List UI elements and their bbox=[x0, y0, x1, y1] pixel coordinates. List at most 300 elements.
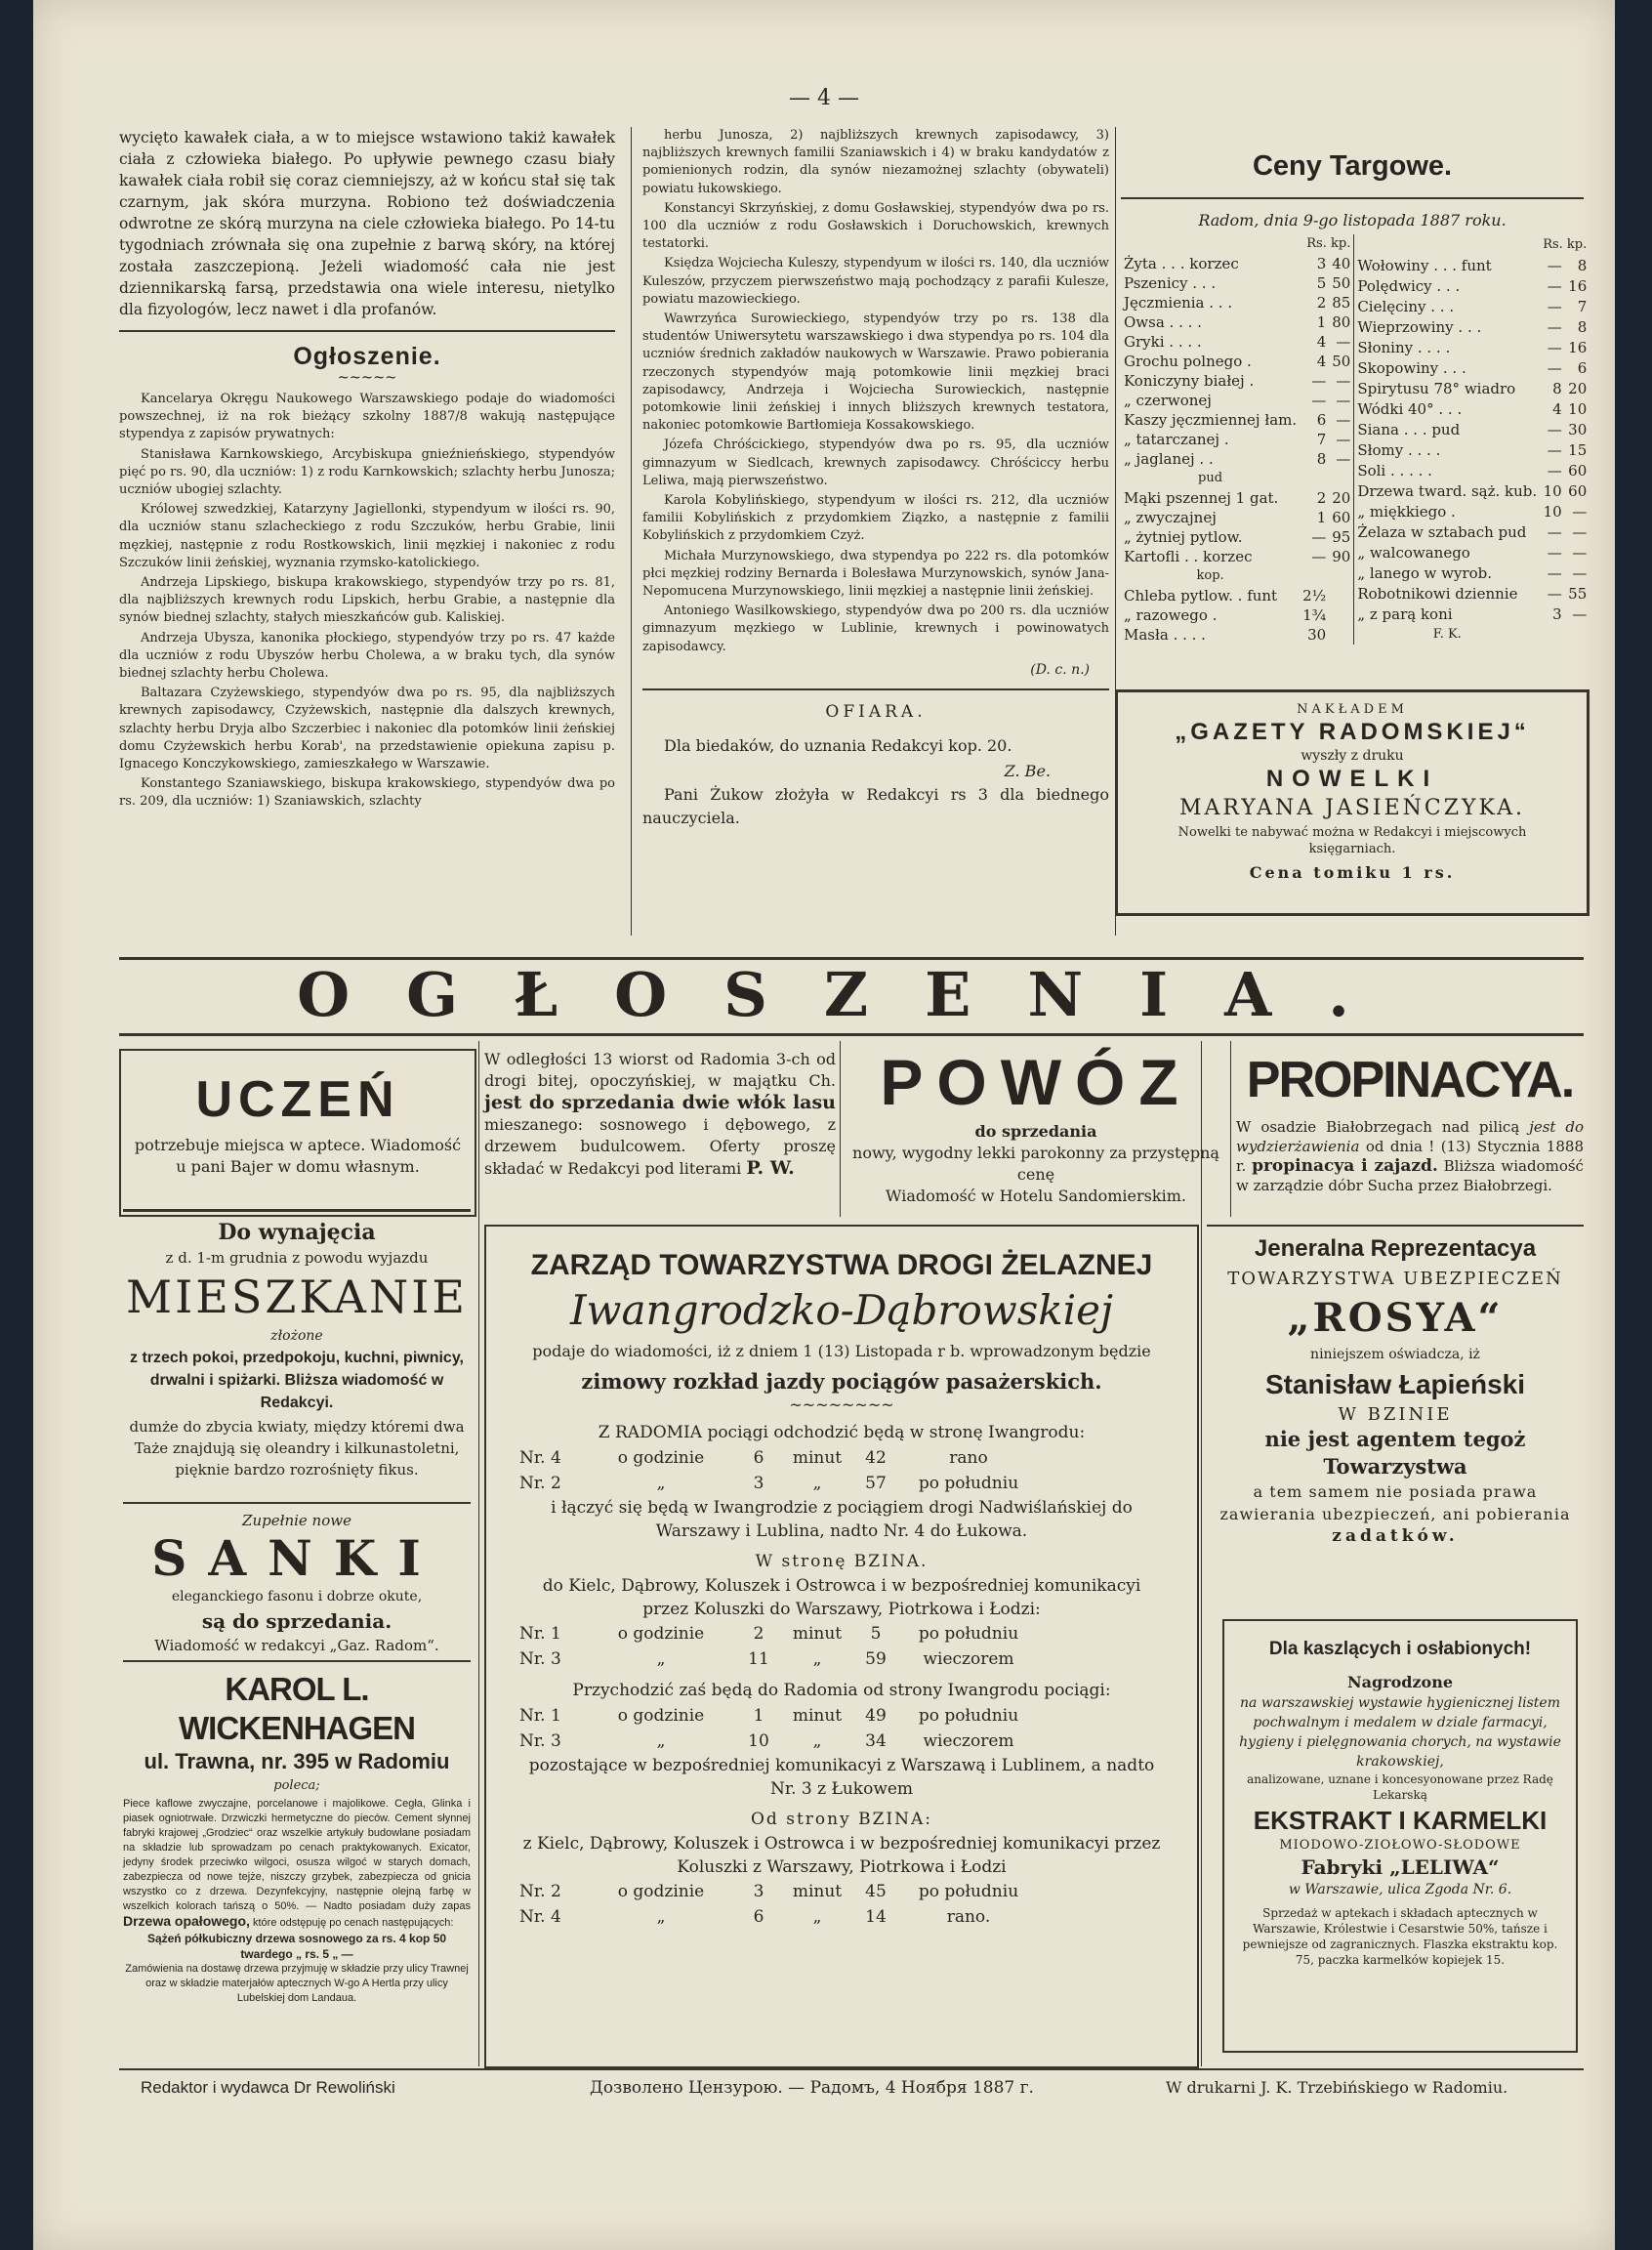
price-item: Jęczmienia . . . bbox=[1124, 294, 1233, 312]
price-item: Żelaza w sztabach pud bbox=[1357, 522, 1527, 541]
schedule-cell: minut bbox=[792, 1706, 843, 1726]
wickenhagen-ad bbox=[123, 1660, 471, 2006]
market-prices bbox=[1121, 146, 1588, 645]
price-value: 50 bbox=[1332, 274, 1351, 292]
price-value: 30 bbox=[1307, 626, 1327, 644]
price-row bbox=[1121, 449, 1354, 469]
price-item: Chleba pytlow. . funt bbox=[1124, 587, 1278, 604]
railway-ad: ZARZĄD TOWARZYSTWA DROGI ŻELAZNEJ Iwangrodzko-Dąbrowskiej podaje do wiadomości, iż z dniem 1 (13) Listopada r b. wprowadzonym będzie zimowy rozkład jazdy pociągów pasażerskich. ~~~~~~~~ Z RADOMIA pociągi odchodzić będą w stronę Iwangrodu: Nr. 4 o godzinie 6 minut 42 rano Nr. 2 „ 3 „ 57 po południu i łączyć się będą w Iwangrodzie z pociągiem drogi Nadwiślańskiej do Warszawy i Lublina, nadto Nr. 4 do Łukowa. W stronę BZINA. do Kielc, Dąbrowy, Koluszek i Ostrowca i w bezpośredniej komunikacyi przez Koluszki do Warszawy, Piotrkowa i Łodzi: Nr. 1 o godzinie 2 minut 5 po południu Nr. 3 „ 11 „ 59 wieczorem Przychodzić zaś będą do Radomia od strony Iwangrodu pociągi: Nr. 1 o godzinie 1 minut 49 po południu Nr. 3 „ 10 „ 34 wieczorem pozostające w bezpośredniej komunikacyi z Warszawą i Lublinem, a nadto Nr. 3 z Łukowem Od strony BZINA: z Kielc, Dąbrowy, Koluszek i Ostrowca i w bezpośredniej komunikacyi przez Koluszki z Warszawy, Piotrkowa i Łodzi Nr. 2 o godzinie 3 minut 45 po południu Nr. 4 „ 6 „ 14 rano. bbox=[484, 1225, 1199, 2068]
rail-t1: ZARZĄD TOWARZYSTWA DROGI ŻELAZNEJ bbox=[530, 1249, 1153, 1281]
price-value: — bbox=[1572, 563, 1588, 582]
schedule-cell: po południu bbox=[918, 1474, 1019, 1493]
price-row bbox=[1121, 312, 1354, 332]
paragraph: Księdza Wojciecha Kuleszy, stypendyum w ilości rs. 140, dla uczniów Kuleszów, przyczem pierwszeństwo mają pochodzący z parafii Kulesze, powiatu mazowieckiego. bbox=[642, 256, 1109, 307]
paragraph: Baltazara Czyżewskiego, stypendyów dwa po rs. 95, dla najbliższych krewnych zapisodawcy, Czyżewskich, następnie dla dalszych krewnych, szlachty herbu Dryja albo Szczerbiec i nakoniec dla potomków linii żeńskiej domu Czyżewskich herbu Korab', na przedstawienie opiekuna zapisu p. Ignacego Konczykowskiego, zamieszkałego w Warszawie. bbox=[119, 686, 615, 772]
rosya-t5: Stanisław Łapieński bbox=[1264, 1369, 1526, 1399]
naklad-box bbox=[1115, 689, 1590, 916]
schedule-cell: 42 bbox=[865, 1448, 887, 1468]
schedule-cell: 14 bbox=[865, 1907, 887, 1927]
paragraph: Andrzeja Lipskiego, biskupa krakowskiego, stypendyów trzy po rs. 81, dla najbliższych krewnych rodu Lipskich, herbu Grabie, a następnie dla synów biednej szlachty, stałych mieszkańców gub. Kaliskiej. bbox=[119, 575, 615, 626]
price-item: „ z parą koni bbox=[1357, 604, 1453, 623]
footer-rule bbox=[119, 2068, 1584, 2070]
schedule-cell: „ bbox=[812, 1731, 822, 1751]
price-value: 2 bbox=[1316, 294, 1327, 312]
schedule-cell: 34 bbox=[865, 1731, 887, 1751]
schedule-cell: 3 bbox=[753, 1882, 764, 1901]
schedule-cell: Nr. 1 bbox=[519, 1624, 561, 1644]
newspaper-page bbox=[33, 0, 1615, 2250]
price-value: — bbox=[1572, 502, 1588, 521]
continuation-signature: (D. c. n.) bbox=[1030, 661, 1090, 678]
prop-text4: propinacya i zajazd. bbox=[1252, 1156, 1438, 1176]
schedule-cell: 1 bbox=[753, 1706, 764, 1726]
schedule-cell: minut bbox=[792, 1448, 843, 1468]
price-row bbox=[1121, 547, 1354, 566]
ad-column-rule bbox=[1230, 1041, 1231, 1217]
price-value: 10 bbox=[1543, 481, 1562, 500]
price-value: 2 bbox=[1316, 489, 1327, 507]
schedule-cell: po południu bbox=[918, 1706, 1019, 1726]
price-value: 2½ bbox=[1302, 587, 1327, 604]
price-row bbox=[1354, 521, 1590, 542]
price-row bbox=[1121, 625, 1354, 645]
price-item: Siana . . . pud bbox=[1357, 420, 1461, 438]
wick-t3: poleca; bbox=[273, 1778, 320, 1793]
apt-t6: dumże do zbycia kwiaty, między któremi dwa Taże znajdują się oleandry i kilkunastoletni, pięknie bardzo rozrośnięty fikus. bbox=[129, 1418, 465, 1479]
forest-text-2: jest do sprzedania dwie włók lasu bbox=[484, 1092, 836, 1113]
price-value: 3 bbox=[1552, 604, 1562, 623]
schedule-cell: Nr. 4 bbox=[519, 1907, 561, 1927]
price-item: Słomy . . . . bbox=[1357, 440, 1441, 459]
schedule-cell: wieczorem bbox=[923, 1731, 1014, 1751]
paragraph: Konstantego Szaniawskiego, biskupa krakowskiego, stypendyów dwa po rs. 209, dla uczniów: 1) Szaniawskich, szlachty bbox=[119, 776, 615, 810]
price-value: 55 bbox=[1568, 584, 1588, 603]
price-row bbox=[1354, 562, 1590, 583]
prop-text2: jest do wydzierżawienia bbox=[1236, 1118, 1585, 1155]
rosya-t6: W BZINIE bbox=[1338, 1404, 1453, 1425]
price-item: „ jaglanej . . bbox=[1124, 450, 1214, 468]
price-row bbox=[1121, 566, 1354, 586]
column-1 bbox=[119, 127, 615, 813]
price-value: 8 bbox=[1552, 379, 1562, 397]
divider bbox=[1121, 197, 1584, 199]
price-row bbox=[1354, 604, 1590, 624]
price-value bbox=[1329, 566, 1354, 586]
price-row bbox=[1354, 296, 1590, 316]
price-value: 60 bbox=[1568, 481, 1588, 500]
rosya-t4: niniejszem oświadcza, iż bbox=[1310, 1347, 1480, 1362]
schedule-cell: minut bbox=[792, 1624, 843, 1644]
ofiara-signature: Z. Be. bbox=[1004, 761, 1051, 780]
article-continuation: wycięto kawałek ciała, a w to miejsce wstawiono takiż kawałek ciała z człowieka białego. Po upływie pewnego czasu biały kawałek ciała robił się coraz ciemniejszy, aż w końcu stał się tak czarnym, jak skóra murzyna. Robiono też doświadczenia odwrotne ze skórą murzyna na ciele człowieka białego. Po 14-tu tygodniach zrównała się ona zupełnie z barwą skóry, na której została zaszczepioną. Jeżeli wiadomość cała nie jest dziennikarską farsą, przedstawia ona wiele interesu, nietylko dla fizyologów, lecz nawet i dla profanów. bbox=[119, 129, 615, 318]
paragraph: Józefa Chróścickiego, stypendyów dwa po rs. 95, dla uczniów gimnazyum w Siedlcach, krewnych zapisodawcy. Chróściccy herbu Leliwa, mają pierwszeństwo. bbox=[642, 438, 1109, 488]
price-row bbox=[1121, 488, 1354, 508]
schedule-cell: Nr. 2 bbox=[519, 1882, 561, 1901]
sanki-t1: Zupełnie nowe bbox=[242, 1512, 351, 1529]
wick-t7: Sążeń półkubiczny drzewa sosnowego za rs. 4 kop 50 bbox=[146, 1932, 447, 1945]
schedule-cell: Nr. 3 bbox=[519, 1731, 561, 1751]
divider bbox=[119, 330, 615, 332]
paragraph: Antoniego Wasilkowskiego, stypendyów dwa po 200 rs. dla uczniów gimnazyum męzkiego w Lublinie, krewnych i powinowatych zapisodawcy. bbox=[642, 604, 1109, 654]
rosya-t2: TOWARZYSTWA UBEZPIECZEŃ bbox=[1227, 1269, 1563, 1289]
schedule-cell: Nr. 2 bbox=[519, 1474, 561, 1493]
schedule-cell: „ bbox=[812, 1907, 822, 1927]
price-row bbox=[1121, 371, 1354, 391]
forest-letters: P. W. bbox=[746, 1157, 795, 1179]
ad-column-rule bbox=[478, 1041, 479, 2066]
price-row bbox=[1121, 430, 1354, 449]
price-value: 1 bbox=[1316, 509, 1327, 526]
footer-printer: W drukarni J. K. Trzebińskiego w Radomiu. bbox=[1166, 2078, 1508, 2097]
price-item: Żyta . . . korzec bbox=[1124, 255, 1239, 272]
schedule-cell: „ bbox=[656, 1907, 666, 1927]
price-value: 7 bbox=[1577, 297, 1588, 315]
schedule-cell: o godzinie bbox=[617, 1448, 705, 1468]
price-row bbox=[1354, 542, 1590, 562]
price-item: kop. bbox=[1196, 568, 1224, 583]
price-item: „ walcowanego bbox=[1357, 543, 1470, 562]
schedule-cell: Nr. 1 bbox=[519, 1706, 561, 1726]
naklad-line7: Cena tomiku 1 rs. bbox=[1249, 863, 1456, 882]
price-row bbox=[1354, 398, 1590, 419]
rail-t3: podaje do wiadomości, iż z dniem 1 (13) Listopada r b. wprowadzonym będzie bbox=[532, 1342, 1151, 1360]
paragraph: Konstancyi Skrzyńskiej, z domu Gosławskiej, stypendyów dwa po rs. 100 dla uczniów z rodu Gosławskich i Doruchowskich, krewnych testatorki. bbox=[642, 200, 1109, 252]
price-value: 85 bbox=[1332, 294, 1351, 312]
unit-header: Rs. kp. bbox=[1306, 236, 1351, 251]
price-item: Drzewa tward. sąż. kub. bbox=[1357, 481, 1538, 500]
price-value: 90 bbox=[1332, 548, 1351, 565]
price-value: 40 bbox=[1332, 255, 1351, 272]
uczen-text: potrzebuje miejsca w aptece. Wiadomość u pani Bajer w domu własnym. bbox=[134, 1136, 462, 1176]
price-item: „ lanego w wyrob. bbox=[1357, 563, 1493, 582]
price-value: 8 bbox=[1316, 450, 1327, 468]
schedule-row bbox=[519, 1621, 1164, 1646]
price-value bbox=[1329, 469, 1354, 488]
uczen-ad bbox=[119, 1049, 476, 1217]
ofiara-donation-1: Dla biedaków, do uznania Redakcyi kop. 20. bbox=[664, 735, 1012, 755]
footer-censor: Дозволено Цензурою. — Радомъ, 4 Ноября 1887 г. bbox=[590, 2078, 1034, 2098]
paragraph: Królowej szwedzkiej, Katarzyny Jagiellonki, stypendyum w ilości rs. 90, dla uczniów stanu szlacheckiego z rodu Szczuków, herbu Grabie, linii męzkiej, następnie z rodu Rostkowskich, linii męzkiej i nakoniec z rodu Szczuków linii żeńskiej, wyznania rzymsko-katolickiego. bbox=[119, 502, 615, 570]
prop-text3: od dnia ! (13) Stycznia 1888 r. bbox=[1236, 1138, 1584, 1175]
ad-column-rule bbox=[840, 1041, 841, 1217]
paragraph: Michała Murzynowskiego, dwa stypendya po 222 rs. dla potomków płci męzkiej rodziny Bernarda i Bolesława Murzynowskich, synów Jana-Nepomucena Murzynowskiego, linii męzkiej a następnie linii żeńskiej. bbox=[642, 548, 1109, 600]
price-value: 6 bbox=[1316, 411, 1327, 429]
apt-t5: z trzech pokoi, przedpokoju, kuchni, piwnicy, drwalni i spiżarki. Bliższa wiadomość w Redakcyi. bbox=[130, 1350, 464, 1411]
schedule-cell: wieczorem bbox=[923, 1649, 1014, 1669]
forest-sale-ad bbox=[484, 1049, 836, 1180]
footer-editor: Redaktor i wydawca Dr Rewoliński bbox=[141, 2078, 395, 2097]
price-row bbox=[1121, 254, 1354, 273]
paragraph: herbu Junosza, 2) najbliższych krewnych zapisodawcy, 3) najbliższych krewnych familii Szaniawskich i 4) w braku kandydatów z pomienionych rodzin, dla synów niezamożnej szlachty (obywateli) powiatu łukowskiego. bbox=[642, 128, 1109, 196]
price-row bbox=[1121, 605, 1354, 625]
price-row bbox=[1354, 419, 1590, 439]
price-item: Robotnikowi dziennie bbox=[1357, 584, 1518, 603]
price-row bbox=[1354, 439, 1590, 460]
price-item: Koniczyny białej . bbox=[1124, 372, 1255, 390]
ofiara-heading: OFIARA. bbox=[825, 701, 927, 722]
naklad-line2: „GAZETY RADOMSKIEJ“ bbox=[1175, 719, 1530, 745]
schedule-cell: „ bbox=[812, 1474, 822, 1493]
price-value bbox=[1565, 624, 1590, 645]
price-value: 95 bbox=[1332, 528, 1351, 546]
price-value: 8 bbox=[1577, 317, 1588, 336]
price-value bbox=[1329, 586, 1354, 605]
price-value: — bbox=[1336, 450, 1351, 468]
price-item: Mąki pszennej 1 gat. bbox=[1124, 489, 1279, 507]
schedule-row bbox=[519, 1445, 1164, 1471]
propinacya-ad bbox=[1236, 1043, 1584, 1195]
naklad-line5: MARYANA JASIEŃCZYKA. bbox=[1179, 796, 1525, 820]
price-value: 4 bbox=[1552, 399, 1562, 418]
price-value bbox=[1329, 605, 1354, 625]
price-value: — bbox=[1311, 392, 1327, 409]
price-item: Pszenicy . . . bbox=[1124, 274, 1217, 292]
powoz-title: POWÓZ bbox=[880, 1046, 1192, 1118]
leliwa-t5: EKSTRAKT I KARMELKI bbox=[1253, 1806, 1548, 1835]
apt-t3: MIESZKANIE bbox=[125, 1271, 469, 1323]
schedule-cell: 45 bbox=[865, 1882, 887, 1901]
forest-text-1: W odległości 13 wiorst od Radomia 3-ch od drogi bitej, opoczyńskiej, w majątku Ch. bbox=[484, 1050, 836, 1090]
sched-s1: Z RADOMIA pociągi odchodzić będą w stronę Iwangrodu: bbox=[598, 1423, 1086, 1442]
schedule-cell: 49 bbox=[865, 1706, 887, 1726]
price-value: — bbox=[1336, 392, 1351, 409]
sched-s8: z Kielc, Dąbrowy, Koluszek i Ostrowca i w bezpośredniej komunikacyi przez Koluszki z Warszawy, Piotrkowa i Łodzi bbox=[522, 1834, 1161, 1877]
price-row bbox=[1121, 469, 1354, 488]
leliwa-t2: Nagrodzone bbox=[1346, 1673, 1454, 1691]
price-row bbox=[1354, 480, 1590, 501]
paragraph: Andrzeja Ubysza, kanonika płockiego, stypendyów trzy po rs. 47 każde dla uczniów z rodu Ubyszów herbu Cholewa, a w braku tych, dla synów biednej szlachty herbu Cholewa. bbox=[119, 630, 615, 682]
price-row bbox=[1354, 275, 1590, 296]
price-value: 4 bbox=[1316, 333, 1327, 351]
rail-t4: zimowy rozkład jazdy pociągów pasażerskich. bbox=[581, 1369, 1102, 1394]
price-item: Spirytusu 78° wiadro bbox=[1357, 379, 1516, 397]
price-value: 5 bbox=[1316, 274, 1327, 292]
schedule-cell: Nr. 4 bbox=[519, 1448, 561, 1468]
sched-s5: Przychodzić zaś będą do Radomia od strony Iwangrodu pociągi: bbox=[572, 1681, 1111, 1700]
leliwa-t9: Sprzedaż w aptekach i składach aptecznych w Warszawie, Królestwie i Cesarstwie 50%, tańsze i pewniejsze od zagranicznych. Flaszka ekstraktu kop. 75, paczka karmelków kopiejek 15. bbox=[1242, 1906, 1558, 1967]
price-item: Masła . . . . bbox=[1124, 626, 1206, 644]
price-value: — bbox=[1547, 276, 1562, 295]
price-value: 16 bbox=[1568, 276, 1588, 295]
schedule-cell: po południu bbox=[918, 1882, 1019, 1901]
price-value: — bbox=[1547, 297, 1562, 315]
price-item: Cielęciny . . . bbox=[1357, 297, 1455, 315]
price-value: — bbox=[1547, 563, 1562, 582]
schedule-cell: 11 bbox=[748, 1649, 769, 1669]
powoz-where: Wiadomość w Hotelu Sandomierskim. bbox=[886, 1187, 1186, 1205]
ornament-divider: ~~~~~ bbox=[337, 370, 397, 386]
schedule-cell: minut bbox=[792, 1882, 843, 1901]
naklad-line4: NOWELKI bbox=[1265, 766, 1439, 792]
price-item: F. K. bbox=[1432, 626, 1462, 642]
price-item: Wieprzowiny . . . bbox=[1357, 317, 1482, 336]
price-item: Grochu polnego . bbox=[1124, 353, 1252, 370]
price-value: 20 bbox=[1332, 489, 1351, 507]
schedule-cell: 10 bbox=[748, 1731, 769, 1751]
price-value: 7 bbox=[1316, 431, 1327, 448]
price-value bbox=[1540, 624, 1565, 645]
rail-t2: Iwangrodzko-Dąbrowskiej bbox=[569, 1286, 1114, 1334]
naklad-line3: wyszły z druku bbox=[1301, 748, 1404, 764]
price-value: 15 bbox=[1568, 440, 1588, 459]
price-item: Słoniny . . . . bbox=[1357, 338, 1451, 356]
schedule-row bbox=[519, 1646, 1164, 1672]
schedule-cell: „ bbox=[656, 1474, 666, 1493]
price-value bbox=[1329, 625, 1354, 645]
paragraph: Stanisława Karnkowskiego, Arcybiskupa gnieźnieńskiego, stypendyów pięć po rs. 90, dla uczniów: 1) z rodu Karnkowskich; szlachty herbu Junosza; uczniów ubogiej szlachty. bbox=[119, 446, 615, 498]
propinacya-title: PROPINACYA. bbox=[1246, 1052, 1574, 1108]
schedule-cell: o godzinie bbox=[617, 1882, 705, 1901]
paragraph: Wawrzyńca Surowieckiego, stypendyów trzy po rs. 138 dla studentów Uniwersytetu warszawskiego i dwa stypendya po rs. 104 dla uczniów średnich zakładów naukowych w Warszawie. Prawo pobierania rzeczonych stypendyów mają potomkowie linii męzkiej braci zapisodawcy, Andrzeja i Wojciecha Surowieckich, następnie potomkowie linii żeńskiej i innych bliższych krewnych testatora, nakoniec potomkowie Bartłomieja Kossakowskiego. bbox=[642, 312, 1109, 434]
schedule-cell: po południu bbox=[918, 1624, 1019, 1644]
price-row bbox=[1121, 410, 1354, 430]
schedule-cell: 5 bbox=[870, 1624, 882, 1644]
schedule-cell: „ bbox=[656, 1731, 666, 1751]
price-value: 80 bbox=[1332, 313, 1351, 331]
price-value: — bbox=[1311, 548, 1327, 565]
rosya-t1: Jeneralna Reprezentacya bbox=[1254, 1235, 1537, 1262]
ogloszenia-banner: OGŁOSZENIA. bbox=[297, 959, 1406, 1030]
price-table-left bbox=[1121, 234, 1354, 645]
price-item: „ zwyczajnej bbox=[1124, 509, 1217, 526]
price-value: 1 bbox=[1316, 313, 1327, 331]
schedule-row bbox=[519, 1703, 1164, 1729]
carriage-ad bbox=[846, 1043, 1226, 1207]
price-item: „ żytniej pytlow. bbox=[1124, 528, 1243, 546]
price-value: — bbox=[1547, 317, 1562, 336]
rosya-t8: a tem samem nie posiada prawa zawierania ubezpieczeń, ani pobierania bbox=[1219, 1482, 1571, 1523]
price-value: 20 bbox=[1568, 379, 1588, 397]
price-value: — bbox=[1336, 411, 1351, 429]
leliwa-t4: analizowane, uznane i koncesyonowane przez Radę Lekarską bbox=[1247, 1772, 1553, 1802]
leliwa-ad bbox=[1222, 1619, 1578, 2053]
rosya-t3: „ROSYA“ bbox=[1287, 1295, 1504, 1341]
leliwa-t3: na warszawskiej wystawie hygienicznej listem pochwalnym i medalem w dziale farmacyi, hygieny i pielęgnowania chorych, na wystawie krakowskiej, bbox=[1239, 1695, 1561, 1770]
powoz-text: nowy, wygodny lekki parokonny za przystępną cenę bbox=[852, 1144, 1219, 1184]
naklad-line6: Nowelki te nabywać można w Redakcyi i miejscowych księgarniach. bbox=[1177, 825, 1527, 856]
price-row bbox=[1121, 391, 1354, 410]
price-value: — bbox=[1572, 604, 1588, 623]
schedule-cell: 2 bbox=[753, 1624, 764, 1644]
schedule-cell: o godzinie bbox=[617, 1624, 705, 1644]
price-value: 60 bbox=[1568, 461, 1588, 479]
schedule-row bbox=[519, 1471, 1164, 1496]
schedule-cell: rano. bbox=[946, 1907, 991, 1927]
unit-header: Rs. kp. bbox=[1543, 236, 1588, 252]
apartment-ad bbox=[123, 1209, 471, 1480]
prices-dateline: Radom, dnia 9-go listopada 1887 roku. bbox=[1198, 211, 1507, 229]
forest-text-3: mieszanego: sosnowego i dębowego, z drzewem budulcowem. Oferty proszę składać w Redakcyi pod literami bbox=[484, 1115, 836, 1178]
leliwa-t6: MIODOWO-ZIOŁOWO-SŁODOWE bbox=[1279, 1838, 1521, 1853]
rosya-ad bbox=[1207, 1225, 1584, 1547]
leliwa-t1: Dla kaszlących i osłabionych! bbox=[1268, 1639, 1532, 1659]
apt-t2: z d. 1-m grudnia z powodu wyjazdu bbox=[165, 1249, 429, 1267]
price-item: Wódki 40° . . . bbox=[1357, 399, 1463, 418]
sched-s7: Od strony BZINA: bbox=[751, 1810, 932, 1829]
price-row bbox=[1121, 293, 1354, 312]
wick-t2: ul. Trawna, nr. 395 w Radomiu bbox=[144, 1749, 450, 1773]
rosya-t7: nie jest agentem tegoż Towarzystwa bbox=[1264, 1427, 1526, 1479]
price-value: — bbox=[1547, 420, 1562, 438]
schedule-cell: 57 bbox=[865, 1474, 887, 1493]
schedule-row bbox=[519, 1904, 1164, 1930]
price-row bbox=[1354, 624, 1590, 645]
price-value: — bbox=[1547, 440, 1562, 459]
price-value: 10 bbox=[1568, 399, 1588, 418]
price-value: — bbox=[1572, 522, 1588, 541]
price-value: — bbox=[1547, 338, 1562, 356]
price-row bbox=[1354, 378, 1590, 398]
sanki-t4: są do sprzedania. bbox=[201, 1609, 392, 1633]
price-row bbox=[1354, 460, 1590, 480]
apt-t4: złożone bbox=[270, 1328, 323, 1344]
price-item: Gryki . . . . bbox=[1124, 333, 1202, 351]
prop-text1: W osadzie Białobrzegach nad pilicą bbox=[1236, 1118, 1520, 1136]
price-row bbox=[1354, 316, 1590, 337]
price-item: Soli . . . . . bbox=[1357, 461, 1432, 479]
price-value bbox=[1300, 469, 1329, 488]
schedule-cell: rano bbox=[949, 1448, 988, 1468]
wick-t8: twardego „ rs. 5 „ — bbox=[240, 1947, 353, 1961]
price-item: Skopowiny . . . bbox=[1357, 358, 1466, 377]
price-value: — bbox=[1547, 256, 1562, 274]
wick-t5: Drzewa opałowego, bbox=[123, 1913, 250, 1929]
price-value: — bbox=[1336, 372, 1351, 390]
prop-text5: Bliższa wiadomość w zarządzie dóbr Sucha przez Białobrzegi. bbox=[1236, 1157, 1584, 1194]
sleigh-ad bbox=[123, 1502, 471, 1656]
leliwa-t7: Fabryki „LELIWA“ bbox=[1301, 1855, 1500, 1879]
column-2 bbox=[642, 127, 1109, 832]
price-value: — bbox=[1547, 461, 1562, 479]
price-item: pud bbox=[1198, 471, 1223, 485]
price-value: 60 bbox=[1332, 509, 1351, 526]
price-value: 4 bbox=[1316, 353, 1327, 370]
price-item: „ czerwonej bbox=[1124, 392, 1212, 409]
price-value: — bbox=[1547, 543, 1562, 562]
paragraph: Karola Kobylińskiego, stypendyum w ilości rs. 212, dla uczniów familii Kobylińskich z przydomkiem Ziązko, a następnie z familii Kobylińskich z przydomkiem Czyż. bbox=[642, 493, 1109, 544]
schedule-cell: 6 bbox=[753, 1448, 764, 1468]
column-rule bbox=[631, 127, 632, 936]
price-item: Kaszy jęczmiennej łam. bbox=[1124, 411, 1298, 429]
price-item: Polędwicy . . . bbox=[1357, 276, 1461, 295]
price-value: — bbox=[1547, 358, 1562, 377]
rosya-t9: zadatków. bbox=[1332, 1526, 1459, 1546]
announcement-heading: Ogłoszenie. bbox=[293, 343, 441, 370]
price-table-right bbox=[1354, 234, 1590, 645]
wick-t6: które odstępuję po cenach następujących: bbox=[252, 1917, 454, 1929]
wick-t9: Zamówienia na dostawę drzewa przyjmuję w składzie przy ulicy Trawnej oraz w składzie materjałów aptecznych W-go A Hertla przy ulicy Lubelskiej dom Landaua. bbox=[125, 1963, 469, 2004]
price-value: — bbox=[1311, 372, 1327, 390]
page-number: — 4 — bbox=[789, 86, 859, 110]
price-row bbox=[1354, 337, 1590, 357]
naklad-line1: NAKŁADEM bbox=[1297, 702, 1408, 717]
schedule-cell: o godzinie bbox=[617, 1706, 705, 1726]
price-value: — bbox=[1547, 584, 1562, 603]
price-row bbox=[1354, 255, 1590, 275]
price-row bbox=[1354, 583, 1590, 604]
wick-t4: Piece kaflowe zwyczajne, porcelanowe i majolikowe. Cegła, Glinka i piasek ogniotrwałe. Drzwiczki hermetyczne do pieców. Cement słynnej fabryki krajowej „Grodziec“ oraz wszelkie artykuły budowlane posiadam na składzie lub sprowadzam po cenach praktykowanych. Exicator, jedyny środek przeciwko wilgoci, osusza wilgoć w starych domach, zabezpiecza od nowe tejże, niszczy grzybek, zabezpiecza od gnicia wszystko co z drzewa. Dezynfekcyjny, następnie olejną farbę w wszelkich kolorach tańszą o 50%. — Nadto posiadam duży zapas bbox=[123, 1798, 471, 1912]
sched-s6: pozostające w bezpośredniej komunikacyi z Warszawą i Lublinem, a nadto Nr. 3 z Łukowem bbox=[528, 1756, 1155, 1799]
schedule-cell: „ bbox=[656, 1649, 666, 1669]
uczen-title: UCZEŃ bbox=[195, 1071, 400, 1128]
sched-s2: i łączyć się będą w Iwangrodzie z pociągiem drogi Nadwiślańskiej do Warszawy i Lublina, nadto Nr. 4 do Łukowa. bbox=[551, 1498, 1133, 1541]
price-value: 6 bbox=[1577, 358, 1588, 377]
price-item: „ razowego . bbox=[1124, 606, 1218, 624]
price-value: 16 bbox=[1568, 338, 1588, 356]
sanki-t3: eleganckiego fasonu i dobrze okute, bbox=[171, 1589, 423, 1604]
price-value: — bbox=[1336, 333, 1351, 351]
schedule-cell: Nr. 3 bbox=[519, 1649, 561, 1669]
